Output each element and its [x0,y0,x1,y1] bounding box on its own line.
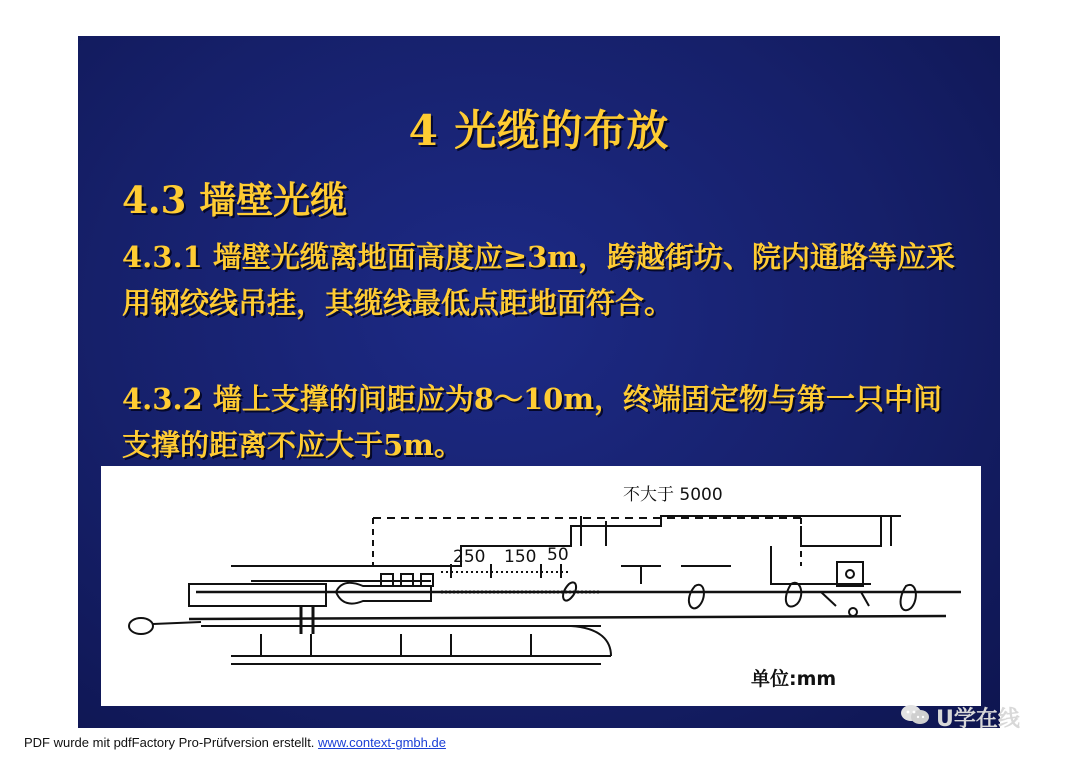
dim-250-label: 250 [453,547,486,567]
footer-text: PDF wurde mit pdfFactory Pro-Prüfversion erstellt. [24,735,315,750]
dim-150-label: 150 [504,547,537,567]
footer-link[interactable]: www.context-gmbh.de [318,735,446,750]
slide-title: 4 光缆的布放 [408,106,670,155]
pdf-footer [24,735,446,750]
wall-cable-diagram [101,466,981,706]
dim-50-label: 50 [547,545,569,565]
watermark-text: U学在线 [936,707,1020,732]
watermark [900,702,1020,733]
paragraph-4-3-2: 4.3.2 墙上支撑的间距应为8～10m，终端固定物与第一只中间支撑的距离不应大于5m。 [122,382,943,462]
unit-label: 单位:mm [751,668,837,690]
wechat-icon [900,703,930,733]
wall-cable-drawing [101,466,981,706]
paragraph-4-3-1: 4.3.1 墙壁光缆离地面高度应≥3m，跨越街坊、院内通路等应采用钢绞线吊挂，其缆线最低点距地面符合。 [122,240,955,320]
slide-subtitle: 4.3 墙壁光缆 [122,178,348,222]
max-distance-label: 不大于 5000 [623,485,723,505]
slide [78,36,1000,728]
